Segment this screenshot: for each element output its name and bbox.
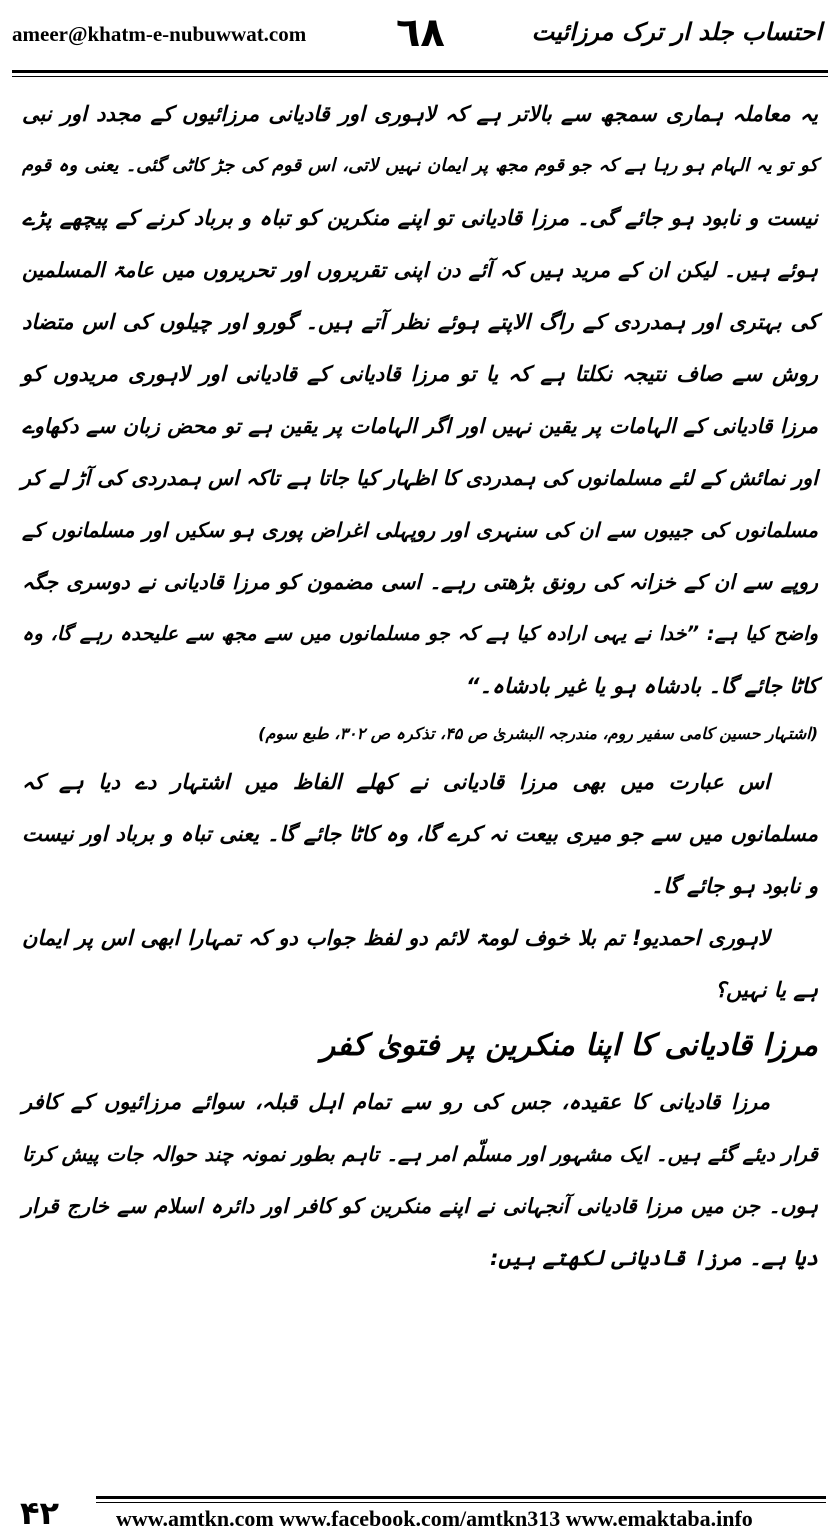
text-line: کاٹا جائے گا۔ بادشاہ ہو یا غیر بادشاہ۔“	[466, 674, 818, 698]
text-line: روپے سے ان کے خزانہ کی رونق بڑھتی رہے۔ اسی مضمون کو مرزا قادیانی نے دوسری جگہ	[22, 570, 818, 594]
page-body	[22, 88, 818, 1284]
section-heading: مرزا قادیانی کا اپنا منکرین پر فتویٰ کفر	[320, 1028, 818, 1063]
text-line: واضح کیا ہے: ”خدا نے یہی ارادہ کیا ہے کہ جو مسلمانوں میں سے مجھ سے علیحدہ رہے گا، وہ	[22, 622, 818, 645]
text-line: و نابود ہو جائے گا۔	[650, 874, 818, 898]
text-line: ہوں۔ جن میں مرزا قادیانی آنجہانی نے اپنے منکرین کو کافر اور دائرہ اسلام سے خارج قرار	[22, 1194, 818, 1218]
footer-rule-thin	[96, 1502, 826, 1503]
header-rule-thin	[12, 76, 828, 77]
footer-folio: ۴۲	[20, 1494, 60, 1532]
text-line: مرزا قادیانی کا عقیدہ، جس کی رو سے تمام اہل قبلہ، سوائے مرزائیوں کے کافر	[22, 1090, 770, 1114]
header-email: ameer@khatm-e-nubuwwat.com	[12, 22, 307, 46]
text-line: مسلمانوں میں سے جو میری بیعت نہ کرے گا، وہ کاٹا جائے گا۔ یعنی تباہ و برباد اور نیست	[22, 822, 818, 846]
text-line: روش سے صاف نتیجہ نکلتا ہے کہ یا تو مرزا قادیانی کے قادیانی اور لاہوری مریدوں کو	[22, 362, 818, 386]
header-rule-thick	[12, 70, 828, 73]
text-line: مسلمانوں کی جیبوں سے ان کی سنہری اور روپہلی اغراض پوری ہو سکیں اور مسلمانوں کے	[22, 518, 818, 542]
text-line: یہ معاملہ ہماری سمجھ سے بالاتر ہے کہ لاہوری اور قادیانی مرزائیوں کے مجدد اور نبی	[22, 102, 818, 126]
citation: (اشتہار حسین کامی سفیر روم، مندرجہ البشریٰ ص ۴۵، تذکرہ ص ۳۰۲، طبع سوم)	[258, 724, 818, 743]
text-line: قرار دیئے گئے ہیں۔ ایک مشہور اور مسلّم امر ہے۔ تاہم بطور نمونہ چند حوالہ جات پیش کرتا	[22, 1142, 818, 1166]
page-number: ٦٨	[396, 10, 445, 56]
text-line: ہے یا نہیں؟	[714, 978, 818, 1002]
page-footer	[0, 1488, 840, 1540]
footer-websites: www.amtkn.com www.facebook.com/amtkn313 www.emaktaba.info	[116, 1506, 753, 1531]
text-line: مرزا قادیانی کے الہامات پر یقین نہیں اور اگر الہامات پر یقین ہے تو محض زبان سے دکھاوے	[22, 414, 818, 438]
text-line: اس عبارت میں بھی مرزا قادیانی نے کھلے الفاظ میں اشتہار دے دیا ہے کہ	[22, 770, 770, 794]
text-line: کو تو یہ الہام ہو رہا ہے کہ جو قوم مجھ پر ایمان نہیں لاتی، اس قوم کی جڑ کاٹی گئی۔ یعنی وہ قوم	[22, 155, 819, 176]
page-header	[0, 0, 840, 72]
text-line: دیا ہے۔ مرزا قادیانی لکھتے ہیں:	[490, 1246, 818, 1270]
book-title: احتساب جلد ار ترک مرزائیت	[531, 18, 822, 46]
text-line: کی بہتری اور ہمدردی کے راگ الاپتے ہوئے نظر آتے ہیں۔ گورو اور چیلوں کی اس متضاد	[22, 310, 818, 334]
text-line: لاہوری احمدیو! تم بلا خوف لومۃ لائم دو لفظ جواب دو کہ تمہارا ابھی اس پر ایمان	[22, 926, 770, 950]
text-line: اور نمائش کے لئے مسلمانوں کی ہمدردی کا اظہار کیا جاتا ہے تاکہ اس ہمدردی کی آڑ لے کر	[20, 466, 818, 490]
text-line: نیست و نابود ہو جائے گی۔ مرزا قادیانی تو اپنے منکرین کو تباہ و برباد کرنے کے پیچھے پڑے	[22, 206, 819, 230]
footer-rule-thick	[96, 1496, 826, 1499]
text-line: ہوئے ہیں۔ لیکن ان کے مرید ہیں کہ آئے دن اپنی تقریروں اور تحریروں میں عامۃ المسلمین	[22, 258, 818, 282]
